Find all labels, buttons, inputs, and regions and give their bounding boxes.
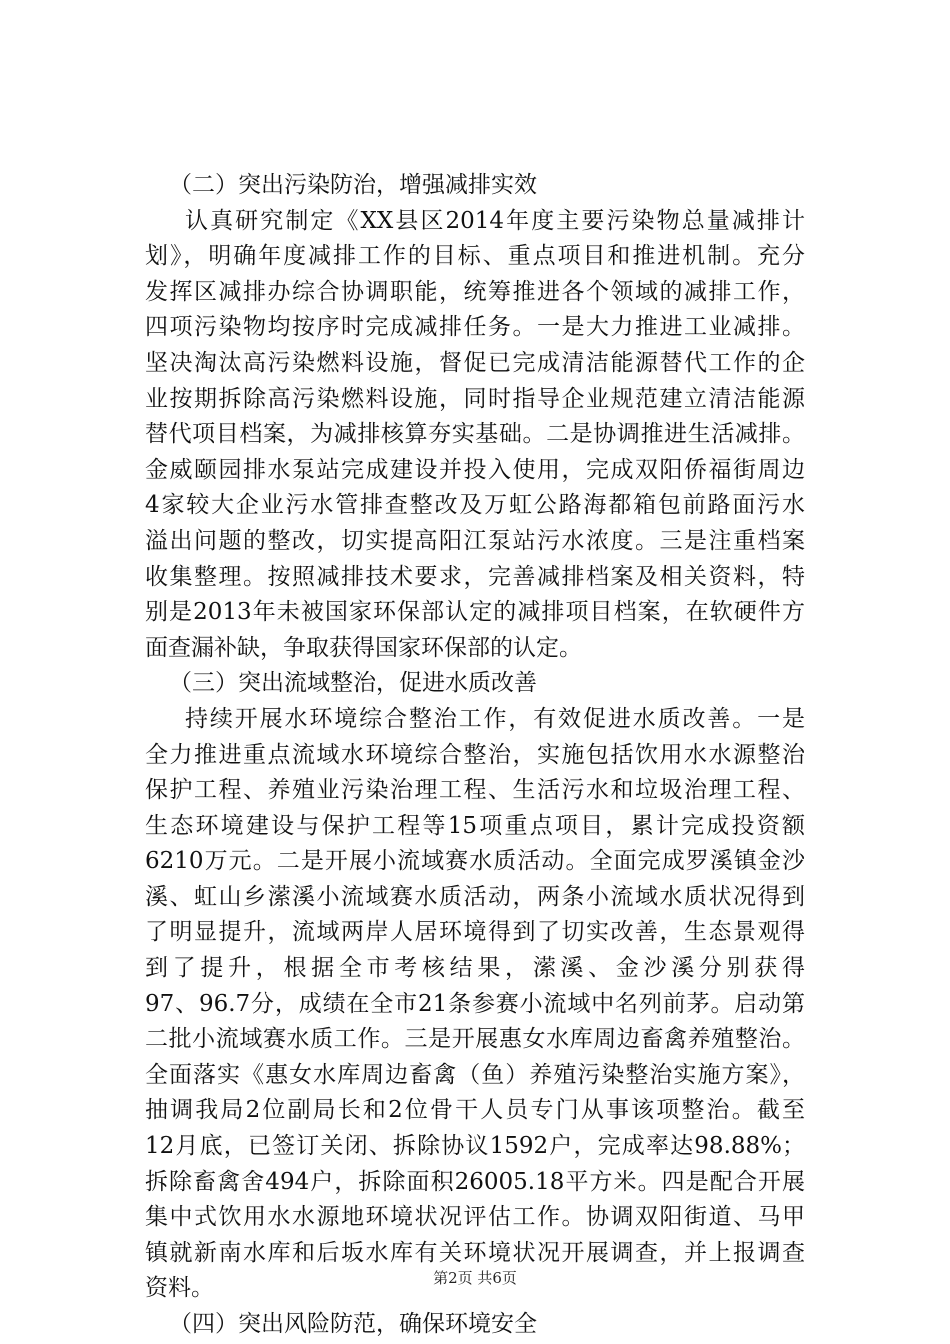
section-heading-2: （二）突出污染防治，增强减排实效 [169,172,537,198]
text-line: 全面落实《惠女水库周边畜禽（鱼）养殖污染整治实施方案》， [145,1061,805,1088]
text-line: 生态环境建设与保护工程等15项重点项目，累计完成投资额 [145,812,805,839]
text-line: 4家较大企业污水管排查整改及万虹公路海都箱包前路面污水 [145,492,805,519]
text-line: 保护工程、养殖业污染治理工程、生活污水和垃圾治理工程、 [145,777,805,804]
text-line: 资料。 [145,1275,214,1302]
text-line: 全力推进重点流域水环境综合整治，实施包括饮用水水源整治 [145,741,805,768]
text-line: 认真研究制定《XX县区2014年度主要污染物总量减排计 [185,207,805,234]
text-line: 金威颐园排水泵站完成建设并投入使用，完成双阳侨福街周边 [145,456,805,483]
text-line: 持续开展水环境综合整治工作，有效促进水质改善。一是 [185,705,805,732]
text-line: 12月底，已签订关闭、拆除协议1592户，完成率达98.88%； [145,1133,805,1160]
section-heading-3: （三）突出流域整治，促进水质改善 [169,670,537,697]
text-line: 抽调我局2位副局长和2位骨干人员专门从事该项整治。截至 [145,1097,805,1124]
text-line: 业按期拆除高污染燃料设施，同时指导企业规范建立清洁能源 [145,385,805,412]
text-line: 到了提升，根据全市考核结果，潆溪、金沙溪分别获得 [145,955,805,982]
text-line: 集中式饮用水水源地环境状况评估工作。协调双阳街道、马甲 [145,1204,805,1231]
text-line: 二批小流域赛水质工作。三是开展惠女水库周边畜禽养殖整治。 [145,1026,805,1053]
text-line: 拆除畜禽舍494户，拆除面积26005.18平方米。四是配合开展 [145,1168,805,1195]
text-line: 镇就新南水库和后坂水库有关环境状况开展调查，并上报调查 [145,1239,805,1266]
text-line: 划》，明确年度减排工作的目标、重点项目和推进机制。充分 [145,243,805,270]
text-line: 别是2013年未被国家环保部认定的减排项目档案，在软硬件方 [145,599,805,626]
document-body [145,168,805,1343]
page-footer: 第2页 共6页 [433,1269,517,1287]
text-line: 了明显提升，流域两岸人居环境得到了切实改善，生态景观得 [145,919,805,946]
text-line: 替代项目档案，为减排核算夯实基础。二是协调推进生活减排。 [145,421,805,448]
text-line: 坚决淘汰高污染燃料设施，督促已完成清洁能源替代工作的企 [145,349,805,376]
section-heading-4: （四）突出风险防范，确保环境安全 [169,1311,537,1337]
text-line: 97、96.7分，成绩在全市21条参赛小流域中名列前茅。启动第 [145,990,805,1017]
text-line: 面查漏补缺，争取获得国家环保部的认定。 [145,634,582,661]
text-line: 溪、虹山乡潆溪小流域赛水质活动，两条小流域水质状况得到 [145,883,805,910]
text-line: 收集整理。按照减排技术要求，完善减排档案及相关资料，特 [145,563,805,590]
text-line: 发挥区减排办综合协调职能，统筹推进各个领域的减排工作， [145,278,805,305]
text-line: 四项污染物均按序时完成减排任务。一是大力推进工业减排。 [145,314,805,341]
text-line: 6210万元。二是开展小流域赛水质活动。全面完成罗溪镇金沙 [145,848,805,875]
text-line: 溢出问题的整改，切实提高阳江泵站污水浓度。三是注重档案 [145,527,805,554]
